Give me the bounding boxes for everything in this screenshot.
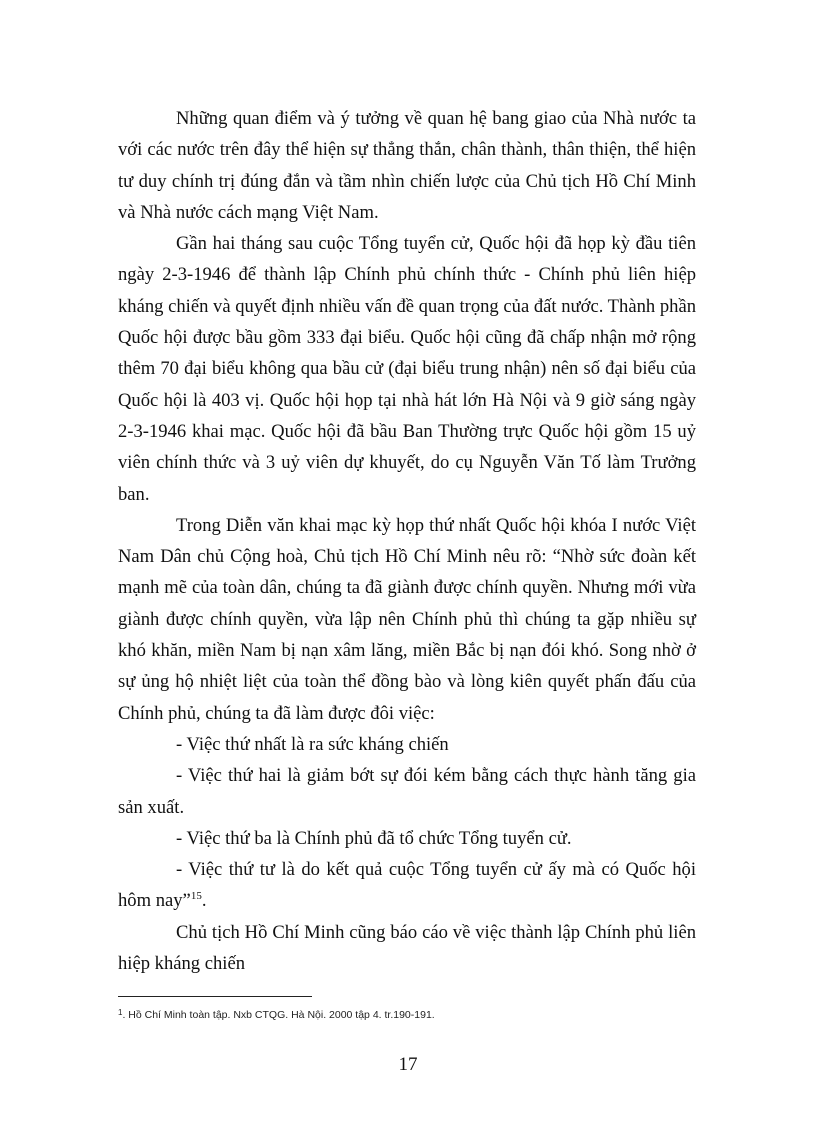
body-text xyxy=(118,103,696,979)
list-item: - Việc thứ hai là giảm bớt sự đói kém bằng cách thực hành tăng gia sản xuất. xyxy=(118,765,696,818)
paragraph-national-assembly: Gần hai tháng sau cuộc Tổng tuyển cử, Quốc hội đã họp kỳ đầu tiên ngày 2-3-1946 để thành lập Chính phủ chính thức - Chính phủ liên hiệp kháng chiến và quyết định nhiều vấn đề quan trọng của đất nước. Thành phần Quốc hội được bầu gồm 333 đại biểu. Quốc hội cũng đã chấp nhận mở rộng thêm 70 đại biểu không qua bầu cử (đại biểu trung nhận) nên số đại biểu của Quốc hội là 403 vị. Quốc hội họp tại nhà hát lớn Hà Nội và 9 giờ sáng ngày 2-3-1946 khai mạc. Quốc hội đã bầu Ban Thường trực Quốc hội gồm 15 uỷ viên chính thức và 3 uỷ viên dự khuyết, do cụ Nguyễn Văn Tố làm Trưởng ban. xyxy=(118,233,696,505)
page-number: 17 xyxy=(398,1054,418,1075)
paragraph-opening-speech: Trong Diễn văn khai mạc kỳ họp thứ nhất Quốc hội khóa I nước Việt Nam Dân chủ Cộng hoà, Chủ tịch Hồ Chí Minh nêu rõ: “Nhờ sức đoàn kết mạnh mẽ của toàn dân, chúng ta đã giành được chính quyền. Nhưng mới vừa giành được chính quyền, vừa lập nên Chính phủ thì chúng ta gặp nhiều sự khó khăn, miền Nam bị nạn xâm lăng, miền Bắc bị nạn đói khó. Song nhờ ở sự ủng hộ nhiệt liệt của toàn thể đồng bào và lòng kiên quyết phấn đấu của Chính phủ, chúng ta đã làm được đôi việc: xyxy=(118,514,696,724)
list-item-with-citation: - Việc thứ tư là do kết quả cuộc Tổng tuyển cử ấy mà có Quốc hội hôm nay”$^{15}$. xyxy=(118,859,696,912)
list-item: - Việc thứ nhất là ra sức kháng chiến xyxy=(176,733,449,755)
footnote xyxy=(118,1008,698,1022)
paragraph-foreign-relations: Những quan điểm và ý tưởng về quan hệ bang giao của Nhà nước ta với các nước trên đây thể hiện sự thẳng thắn, chân thành, thân thiện, thể hiện tư duy chính trị đúng đắn và tầm nhìn chiến lược của Chủ tịch Hồ Chí Minh và Nhà nước cách mạng Việt Nam. xyxy=(118,108,696,223)
footnote-reference[interactable]: 15 xyxy=(190,890,202,903)
footnote-divider xyxy=(118,996,312,997)
list-item: - Việc thứ ba là Chính phủ đã tổ chức Tổng tuyển cử. xyxy=(176,827,572,849)
list-item-text: - Việc thứ tư là do kết quả cuộc Tổng tuyển cử ấy mà có Quốc hội hôm nay” xyxy=(118,859,696,912)
paragraph-government-report: Chủ tịch Hồ Chí Minh cũng báo cáo về việc thành lập Chính phủ liên hiệp kháng chiến xyxy=(118,921,696,975)
footnote-marker: 1 xyxy=(118,1008,123,1017)
footnote-text: . Hồ Chí Minh toàn tập. Nxb CTQG. Hà Nội. 2000 tập 4. tr.190-191. xyxy=(122,1009,435,1021)
